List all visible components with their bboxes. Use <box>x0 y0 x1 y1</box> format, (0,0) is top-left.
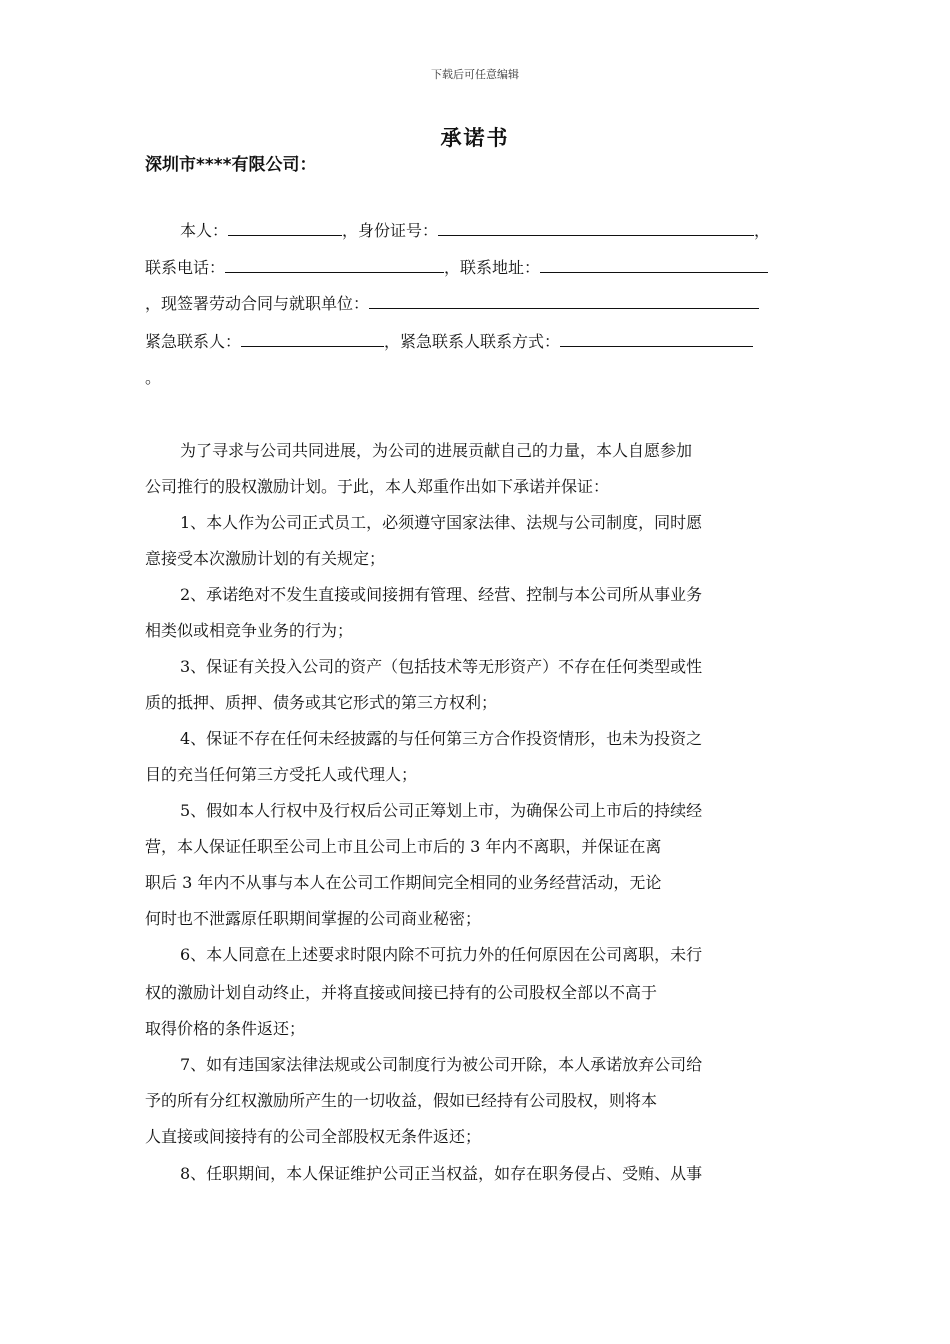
phone-label: 联系电话： <box>145 258 226 277</box>
body-line: 8、任职期间，本人保证维护公司正当权益，如存在职务侵占、受贿、从事 <box>180 1164 703 1183</box>
form-line-phone-address <box>145 257 805 279</box>
body-line: 2、承诺绝对不发生直接或间接拥有管理、经营、控制与本公司所从事业务 <box>180 585 703 604</box>
body-line: 1、本人作为公司正式员工，必须遵守国家法律、法规与公司制度，同时愿 <box>180 513 703 532</box>
body-line: 取得价格的条件返还； <box>145 1019 306 1038</box>
document-title: 承诺书 <box>440 126 510 150</box>
emergency-phone-field[interactable] <box>560 331 753 347</box>
form-line-emergency <box>145 331 805 353</box>
body-line: 公司推行的股权激励计划。于此，本人郑重作出如下承诺并保证： <box>145 477 610 496</box>
id-end: ， <box>754 221 771 240</box>
employer-field[interactable] <box>369 293 759 309</box>
body-line: 职后 3 年内不从事与本人在公司工作期间完全相同的业务经营活动，无论 <box>145 873 662 892</box>
body-line: 何时也不泄露原任职期间掌握的公司商业秘密； <box>145 909 482 928</box>
form-line-end <box>145 367 805 389</box>
emergency-contact-field[interactable] <box>241 331 384 347</box>
emergency-label: 紧急联系人： <box>145 332 242 351</box>
body-line: 营，本人保证任职至公司上市且公司上市后的 3 年内不离职，并保证在离 <box>145 837 662 856</box>
body-line: 6、本人同意在上述要求时限内除不可抗力外的任何原因在公司离职，未行 <box>180 945 703 964</box>
addressee: 深圳市****有限公司： <box>145 155 317 175</box>
body-line: 目的充当任何第三方受托人或代理人； <box>145 765 418 784</box>
body-line: 相类似或相竞争业务的行为； <box>145 621 354 640</box>
employer-label: ，现签署劳动合同与就职单位： <box>145 294 370 313</box>
body-line: 5、假如本人行权中及行权后公司正筹划上市，为确保公司上市后的持续经 <box>180 801 703 820</box>
body-line: 予的所有分红权激励所产生的一切收益，假如已经持有公司股权，则将本 <box>145 1091 658 1110</box>
body-line: 意接受本次激励计划的有关规定； <box>145 549 386 568</box>
body-line: 4、保证不存在任何未经披露的与任何第三方合作投资情形，也未为投资之 <box>180 729 703 748</box>
name-label: 本人： <box>180 221 229 240</box>
emergency-contact-label: ，紧急联系人联系方式： <box>384 332 561 351</box>
form-line-employer <box>145 293 805 315</box>
address-field[interactable] <box>540 257 768 273</box>
body-line: 3、保证有关投入公司的资产（包括技术等无形资产）不存在任何类型或性 <box>180 657 703 676</box>
body-line: 为了寻求与公司共同进展，为公司的进展贡献自己的力量，本人自愿参加 <box>180 441 693 460</box>
address-label: ，联系地址： <box>444 258 541 277</box>
phone-field[interactable] <box>225 257 444 273</box>
form-line-name-id <box>145 220 840 242</box>
body-line: 7、如有违国家法律法规或公司制度行为被公司开除，本人承诺放弃公司给 <box>180 1055 703 1074</box>
body-line: 权的激励计划自动终止，并将直接或间接已持有的公司股权全部以不高于 <box>145 983 658 1002</box>
name-field[interactable] <box>228 220 342 236</box>
id-number-field[interactable] <box>438 220 754 236</box>
end-mark: 。 <box>145 368 162 387</box>
body-line: 质的抵押、质押、债务或其它形式的第三方权利； <box>145 693 498 712</box>
header-note: 下载后可任意编辑 <box>431 68 519 81</box>
body-line: 人直接或间接持有的公司全部股权无条件返还； <box>145 1127 482 1146</box>
id-label: ，身份证号： <box>342 221 439 240</box>
